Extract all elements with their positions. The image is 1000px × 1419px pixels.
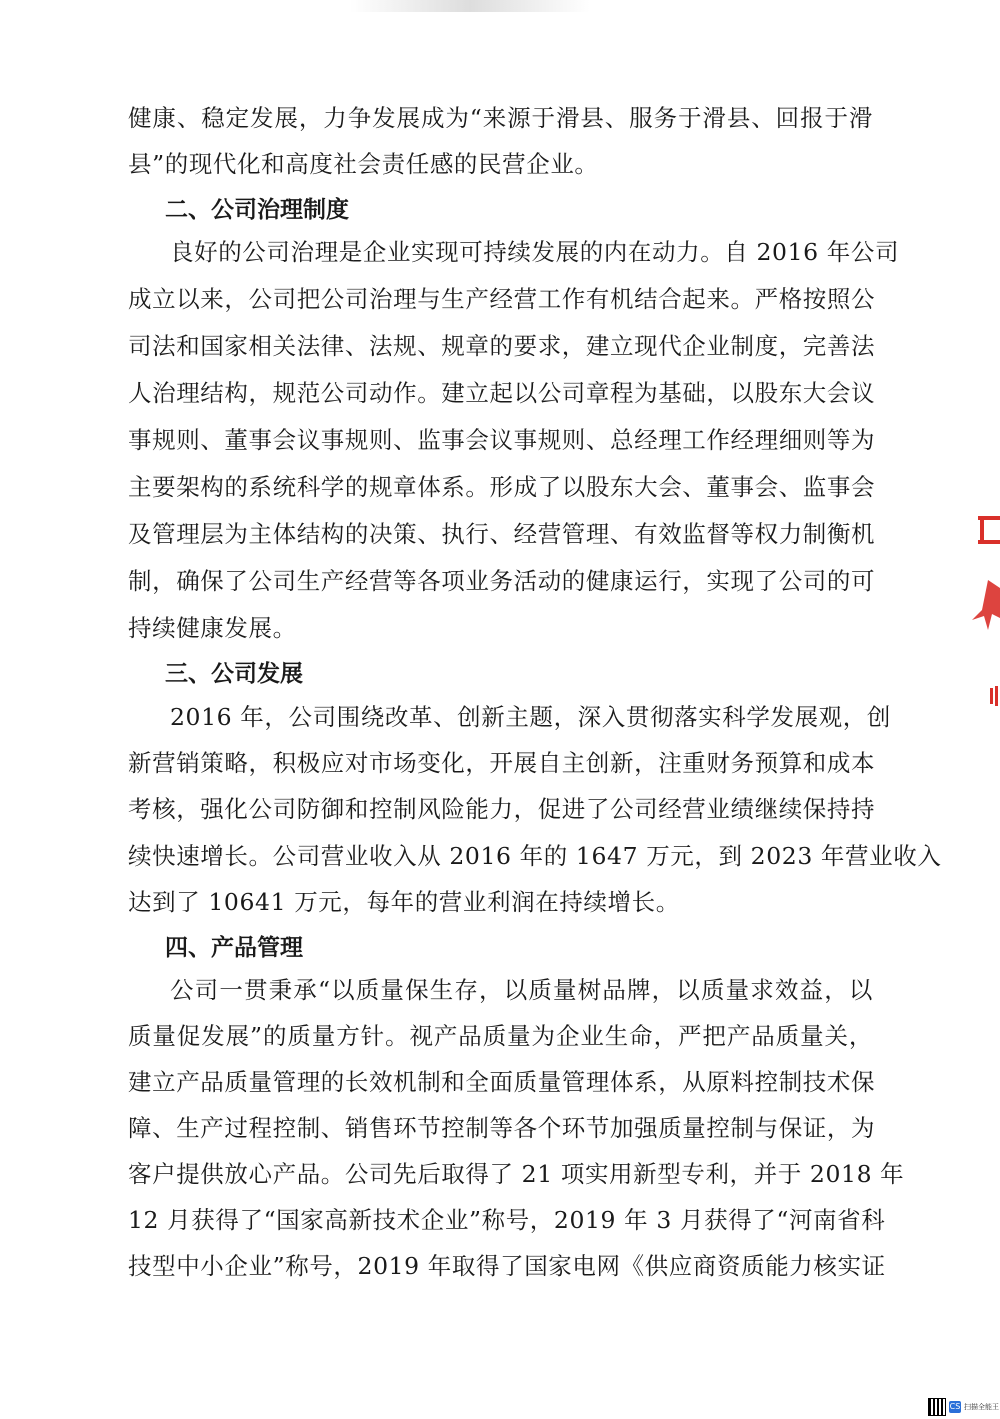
scanner-logo-icon: CS: [949, 1401, 961, 1411]
text-line: 达到了 10641 万元，每年的营业利润在持续增长。: [128, 888, 680, 916]
text-line: 主要架构的系统科学的规章体系。形成了以股东大会、董事会、监事会: [128, 473, 876, 501]
text-line: 建立产品质量管理的长效机制和全面质量管理体系，从原料控制技术保: [128, 1068, 876, 1096]
text-line: 障、生产过程控制、销售环节控制等各个环节加强质量控制与保证，为: [128, 1114, 876, 1142]
text-line: 健康、稳定发展，力争发展成为“来源于滑县、服务于滑县、回报于滑: [128, 104, 873, 132]
text-line: 质量促发展”的质量方针。视产品质量为企业生命，严把产品质量关，: [128, 1022, 873, 1050]
text-line: 公司一贯秉承“以质量保生存，以质量树品牌，以质量求效益，以: [170, 976, 873, 1004]
text-line: 12 月获得了“国家高新技术企业”称号，2019 年 3 月获得了“河南省科: [128, 1206, 886, 1234]
text-line: 新营销策略，积极应对市场变化，开展自主创新，注重财务预算和成本: [128, 749, 876, 777]
section-heading: 四、产品管理: [165, 935, 303, 961]
text-line: 事规则、董事会议事规则、监事会议事规则、总经理工作经理细则等为: [128, 426, 876, 454]
text-line: 考核，强化公司防御和控制风险能力，促进了公司经营业绩继续保持持: [128, 795, 876, 823]
text-line: 制，确保了公司生产经营等各项业务活动的健康运行，实现了公司的可: [128, 567, 876, 595]
text-line: 持续健康发展。: [128, 614, 297, 642]
text-line: 司法和国家相关法律、法规、规章的要求，建立现代企业制度，完善法: [128, 332, 876, 360]
text-line: 及管理层为主体结构的决策、执行、经营管理、有效监督等权力制衡机: [128, 520, 876, 548]
scan-artifact: [350, 0, 590, 12]
red-seal-stamp: [958, 510, 1000, 730]
scanner-app-name: 扫描全能王: [964, 1402, 999, 1411]
text-line: 技型中小企业”称号，2019 年取得了国家电网《供应商资质能力核实证: [128, 1252, 886, 1280]
text-line: 客户提供放心产品。公司先后取得了 21 项实用新型专利，并于 2018 年: [128, 1160, 905, 1188]
text-line: 续快速增长。公司营业收入从 2016 年的 1647 万元，到 2023 年营业收入: [128, 842, 942, 870]
text-line: 2016 年，公司围绕改革、创新主题，深入贯彻落实科学发展观，创: [170, 703, 891, 731]
text-line: 人治理结构，规范公司动作。建立起以公司章程为基础，以股东大会议: [128, 379, 876, 407]
text-line: 成立以来，公司把公司治理与生产经营工作有机结合起来。严格按照公: [128, 285, 876, 313]
section-heading: 二、公司治理制度: [165, 197, 349, 223]
section-heading: 三、公司发展: [165, 661, 303, 687]
text-line: 县”的现代化和高度社会责任感的民营企业。: [128, 150, 599, 178]
scanner-watermark: [928, 1394, 1000, 1419]
qr-code-icon: [928, 1398, 946, 1416]
text-line: 良好的公司治理是企业实现可持续发展的内在动力。自 2016 年公司: [170, 238, 900, 266]
